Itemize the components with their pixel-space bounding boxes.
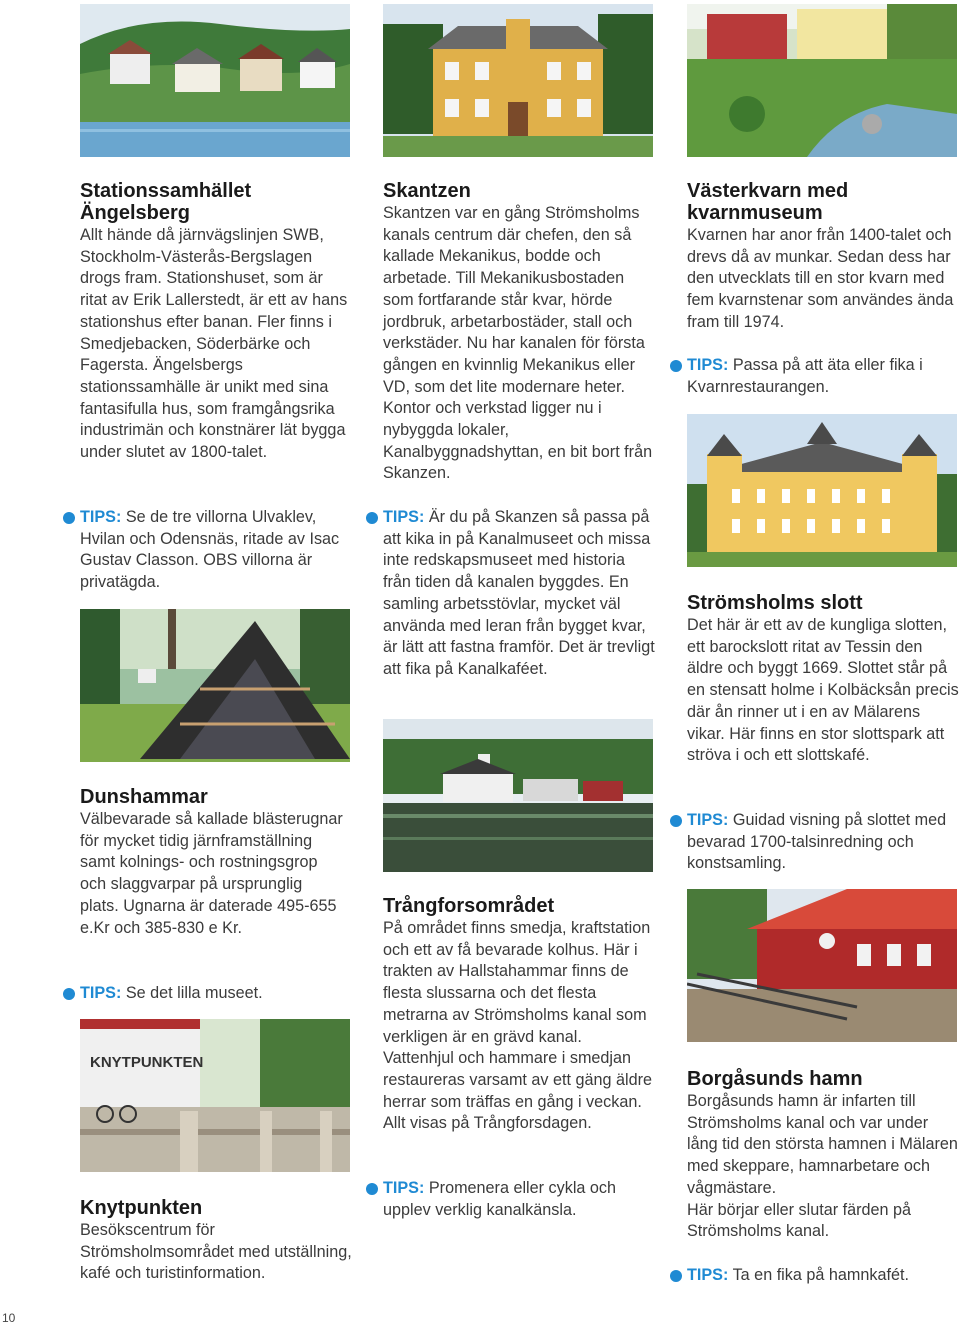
tip-text: Ta en fika på hamnkafét. xyxy=(732,1266,909,1284)
tip-text: Se de tre villorna Ulvaklev, Hvilan och Odensnäs, ritade av Isac Gustav Classon. OBS villorna är privatägda. xyxy=(80,508,340,592)
bullet-dot-icon xyxy=(366,1183,378,1195)
section-title-dunshammar: Dunshammar xyxy=(80,786,208,808)
section-body-vasterkvarn: Kvarnen har anor från 1400-talet och drevs då av munkar. Sedan dess har den utvecklats till en stor kvarn med fem kvarnstenar som användes ända fram till 1974. xyxy=(687,226,954,331)
trangfors-photo xyxy=(383,719,653,872)
tip-stromsholm xyxy=(687,810,949,875)
stromsholm-photo xyxy=(687,414,957,567)
tip-label: TIPS: xyxy=(80,508,122,526)
knytpunkten-sign: KNYTPUNKTEN xyxy=(90,1054,204,1071)
section-body-stromsholm: Det här är ett av de kungliga slotten, ett barockslott ritat av Tessin den äldre och byggt 1669. Slottet står på en stensatt holme i Kolbäcksån precis där ån rinner ut i en av Mälarens vikar. Här finns en stor slottspark att ströva i och ett slottskafé. xyxy=(687,616,959,765)
section-title-knytpunkten: Knytpunkten xyxy=(80,1197,203,1219)
vasterkvarn-photo xyxy=(687,4,957,157)
tip-dunshammar xyxy=(80,983,352,1005)
tip-label: TIPS: xyxy=(80,984,122,1002)
tip-text: Guidad visning på slottet med bevarad 1700-talsinredning och konstsamling. xyxy=(687,811,947,873)
section-title-stromsholm: Strömsholms slott xyxy=(687,592,863,614)
bullet-dot-icon xyxy=(670,815,682,827)
tip-text: Se det lilla museet. xyxy=(125,984,263,1002)
bullet-dot-icon xyxy=(366,512,378,524)
skantzen-photo xyxy=(383,4,653,157)
tip-skantzen xyxy=(383,507,655,681)
tip-angelsberg xyxy=(80,507,352,594)
section-title-skantzen: Skantzen xyxy=(383,180,471,202)
bullet-dot-icon xyxy=(670,1270,682,1282)
tip-text: Promenera eller cykla och upplev verklig kanalkänsla. xyxy=(383,1179,617,1219)
tip-label: TIPS: xyxy=(687,356,729,374)
page-number: 10 xyxy=(2,1311,16,1325)
tip-vasterkvarn xyxy=(687,355,949,398)
section-body-skantzen: Skantzen var en gång Strömsholms kanals centrum där chefen, den så kallade Mekanikus, bodde och arbetade. Till Mekanikusbostaden som fortfarande står kvar, hörde jordbruk, arbetarbostäder, stall och verkstäder. Nu har kanalen för första gången en kvinnlig Mekanikus eller VD, som det lite modernare heter. Kontor och verkstad ligger nu i nybyggda lokaler, Kanalbyggnadshyttan, en bit bort från Skanzen. xyxy=(383,204,653,483)
bullet-dot-icon xyxy=(63,512,75,524)
borgasund-photo xyxy=(687,889,957,1042)
section-title-borgasund: Borgåsunds hamn xyxy=(687,1068,863,1090)
section-title-angelsberg: Stationssamhället Ängelsberg xyxy=(80,180,252,224)
tip-label: TIPS: xyxy=(383,1179,425,1197)
section-body-trangfors: På området finns smedja, kraftstation och ett av få bevarade kolhus. Här i trakten av Hallstahammar finns de flesta slussarna och det flesta metrarna av Strömsholms kanal som verkligen är en grävd kanal. Vattenhjul och hammare i smedjan restaureras varsamt av ett gäng äldre herrar som träffas en gång i veckan. Allt visas på Trångforsdagen. xyxy=(383,919,653,1133)
section-body-knytpunkten: Besökscentrum för Strömsholmsområdet med utställning, kafé och turistinformation. xyxy=(80,1221,352,1283)
section-body-dunshammar: Välbevarade så kallade blästerugnar för mycket tidig järnframställning samt kolnings- och rostningsgrop och slaggvarpar på ursprunglig plats. Ugnarna är daterade 495-655 e.Kr och 385-830 e Kr. xyxy=(80,810,343,937)
dunshammar-photo xyxy=(80,609,350,762)
tip-label: TIPS: xyxy=(687,811,729,829)
section-title-trangfors: Trångforsområdet xyxy=(383,895,555,917)
section-title-vasterkvarn: Västerkvarn med kvarnmuseum xyxy=(687,180,849,224)
tip-label: TIPS: xyxy=(383,508,425,526)
tip-text: Är du på Skanzen så passa på att kika in på Kanalmuseet och missa inte redskapsmuseet med historia från tiden då kanalen byggdes. En samling arbetsstövlar, mycket väl använda med leran från bygget kvar, är lätt att fastna framför. Det är trevligt att fika på Kanalkaféet. xyxy=(383,508,655,678)
tip-trangfors xyxy=(383,1178,655,1221)
tip-text: Passa på att äta eller fika i Kvarnrestaurangen. xyxy=(687,356,923,396)
section-body-angelsberg: Allt hände då järnvägslinjen SWB, Stockholm-Västerås-Bergslagen drogs fram. Stationshuset, som är ritat av Erik Lallerstedt, är ett av hans stationshus efter banan. Fler finns i Smedjebacken, Söderbärke och Fagersta. Ängelsbergs stationssamhälle är unikt med sina fantasifulla hus, som framgångsrika industrimän och konstnärer lät bygga under slutet av 1800-talet. xyxy=(80,226,348,462)
tip-borgasund xyxy=(687,1265,949,1287)
bullet-dot-icon xyxy=(670,360,682,372)
angelsberg-photo xyxy=(80,4,350,157)
tip-label: TIPS: xyxy=(687,1266,729,1284)
knytpunkten-photo xyxy=(80,1019,350,1172)
section-body-borgasund: Borgåsunds hamn är infarten till Strömsholms kanal och var under lång tid den största hamnen i Mälaren med skeppare, hamnarbetare och vågmästare. Här börjar eller slutar färden på Strömsholms kanal. xyxy=(687,1092,958,1241)
bullet-dot-icon xyxy=(63,988,75,1000)
